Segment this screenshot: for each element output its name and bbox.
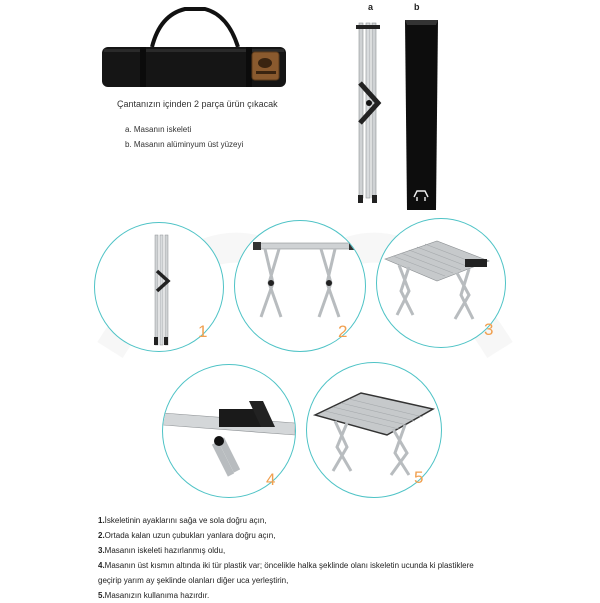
step-1-number: 1 [198,322,208,341]
label-a: a [368,2,374,12]
instruction-1-number: 1. [98,516,105,525]
contents-item-a: a. Masanın iskeleti [125,125,192,134]
instruction-1 [98,513,568,528]
instruction-1-text: İskeletinin ayaklarını sağa ve sola doğru açın, [104,516,267,525]
folded-frame-image [350,15,390,210]
step-3-number: 3 [484,320,494,339]
instruction-3 [98,543,568,558]
instruction-2 [98,528,568,543]
intro-text: Çantanızın içinden 2 parça ürün çıkacak [117,99,278,109]
step-5-number: 5 [414,468,424,487]
carry-bag-image [100,5,290,90]
contents-list [125,122,243,152]
contents-item-b: b. Masanın alüminyum üst yüzeyi [125,140,244,149]
instruction-5-number: 5. [98,591,105,600]
instruction-3-number: 3. [98,546,105,555]
instruction-5 [98,588,568,603]
instruction-4-number: 4. [98,561,105,570]
instruction-4b-text: geçirip yarım ay şeklinde olanları diğer uca yerleştirin, [98,576,289,585]
instruction-4-continued [98,573,568,588]
instruction-4-text: Masanın üst kısmın altında iki tür plastik var; öncelikle halka şeklinde olanı iskeletin ucunda ki plastiklere [104,561,474,570]
rolled-tabletop-image [398,15,443,210]
instruction-5-text: Masanızın kullanıma hazırdır. [104,591,210,600]
instruction-2-text: Ortada kalan uzun çubukları yanlara doğru açın, [104,531,276,540]
instruction-4 [98,558,568,573]
instruction-2-number: 2. [98,531,105,540]
label-b: b [414,2,420,12]
step-2-number: 2 [338,322,348,341]
instruction-3-text: Masanın iskeleti hazırlanmış oldu, [104,546,226,555]
instructions-list [98,513,568,603]
step-4-number: 4 [266,470,276,489]
step-4-circle [162,364,296,498]
